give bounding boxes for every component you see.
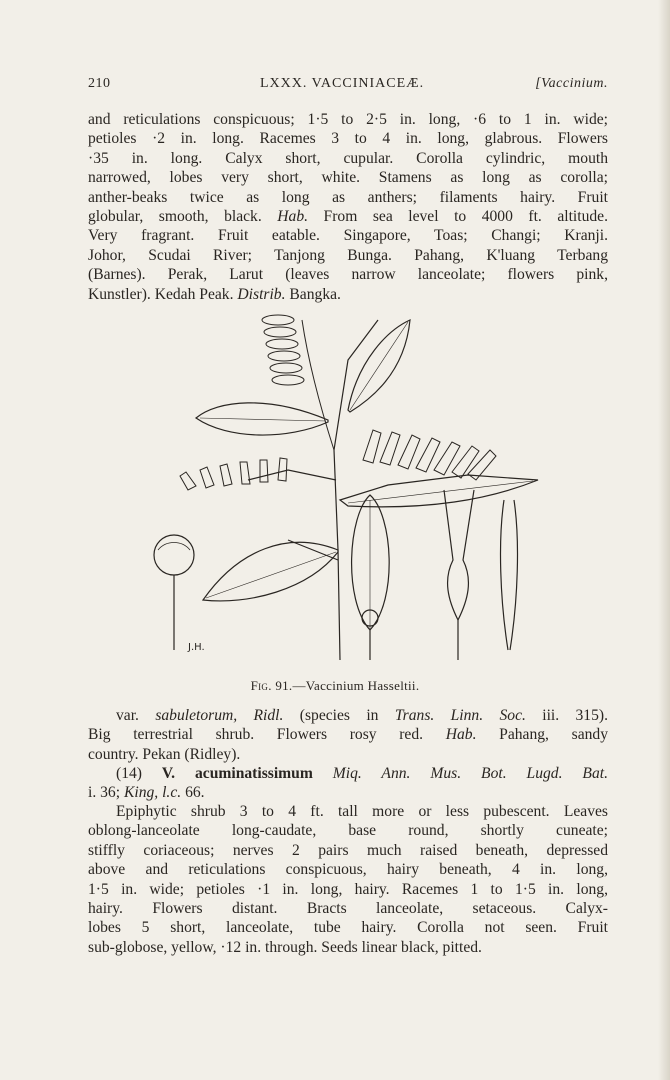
text-line: above and reticulations conspicuous, hairy beneath, 4 in. long, xyxy=(88,861,608,879)
page-edge xyxy=(658,0,670,1080)
description-paragraph xyxy=(88,110,608,304)
text-line: hairy. Flowers distant. Bracts lanceolate, setaceous. Calyx- xyxy=(88,900,608,918)
text-line: (Barnes). Perak, Larut (leaves narrow lanceolate; flowers pink, xyxy=(88,266,608,284)
text-line: sub-globose, yellow, ·12 in. through. Seeds linear black, pitted. xyxy=(88,938,482,956)
text-line: lobes 5 short, lanceolate, tube hairy. Corolla not seen. Fruit xyxy=(88,919,608,937)
running-header xyxy=(88,76,608,98)
species-heading xyxy=(88,764,608,803)
text-line: Epiphytic shrub 3 to 4 ft. tall more or less pubescent. Leaves xyxy=(116,803,608,820)
text-line: and reticulations conspicuous; 1·5 to 2·5 in. long, ·6 to 1 in. wide; xyxy=(88,111,608,128)
text-line: Very fragrant. Fruit eatable. Singapore, Toas; Changi; Kranji. xyxy=(88,227,608,245)
genus-title: [Vaccinium. xyxy=(535,76,608,91)
text-line: Kunstler). Kedah Peak. Distrib. Bangka. xyxy=(88,285,341,303)
text-line: globular, smooth, black. Hab. From sea level to 4000 ft. altitude. xyxy=(88,208,608,226)
variety-paragraph xyxy=(88,706,608,764)
text-line: petioles ·2 in. long. Racemes 3 to 4 in. long, glabrous. Flowers xyxy=(88,130,608,148)
chapter-title: LXXX. VACCINIACEÆ. xyxy=(260,76,425,91)
illustrator-signature: J.H. xyxy=(188,642,205,653)
species-name: V. acuminatissimum xyxy=(161,765,313,782)
text-line: country. Pekan (Ridley). xyxy=(88,745,241,763)
species-description xyxy=(88,802,608,957)
text-line: 1·5 in. wide; petioles ·1 in. long, hairy. Racemes 1 to 1·5 in. long, xyxy=(88,880,608,898)
text-line: (14) V. acuminatissimum Miq. Ann. Mus. Bot. Lugd. Bat. xyxy=(116,765,608,782)
text-line: stiffly coriaceous; nerves 2 pairs much raised beneath, depressed xyxy=(88,841,608,859)
botanical-illustration xyxy=(148,300,558,670)
text-line: oblong-lanceolate long-caudate, base round, shortly cuneate; xyxy=(88,822,608,840)
hab-label: Hab. xyxy=(277,208,309,226)
text-line: i. 36; King, l.c. 66. xyxy=(88,784,205,802)
page-number: 210 xyxy=(88,76,111,91)
text-line: Big terrestrial shrub. Flowers rosy red. Hab. Pahang, sandy xyxy=(88,726,609,744)
text-line: narrowed, lobes very short, white. Stamens as long as corolla; xyxy=(88,169,608,187)
figure-caption: Fig. 91.—Vaccinium Hasseltii. xyxy=(250,678,420,693)
text-line: anther-beaks twice as long as anthers; filaments hairy. Fruit xyxy=(88,188,608,206)
text-line: ·35 in. long. Calyx short, cupular. Corolla cylindric, mouth xyxy=(88,149,608,167)
distrib-label: Distrib. xyxy=(237,285,286,303)
text-line: Johor, Scudai River; Tanjong Bunga. Pahang, K'luang Terbang xyxy=(88,246,608,264)
text-line: var. sabuletorum, Ridl. (species in Trans. Linn. Soc. iii. 315). xyxy=(116,707,608,724)
